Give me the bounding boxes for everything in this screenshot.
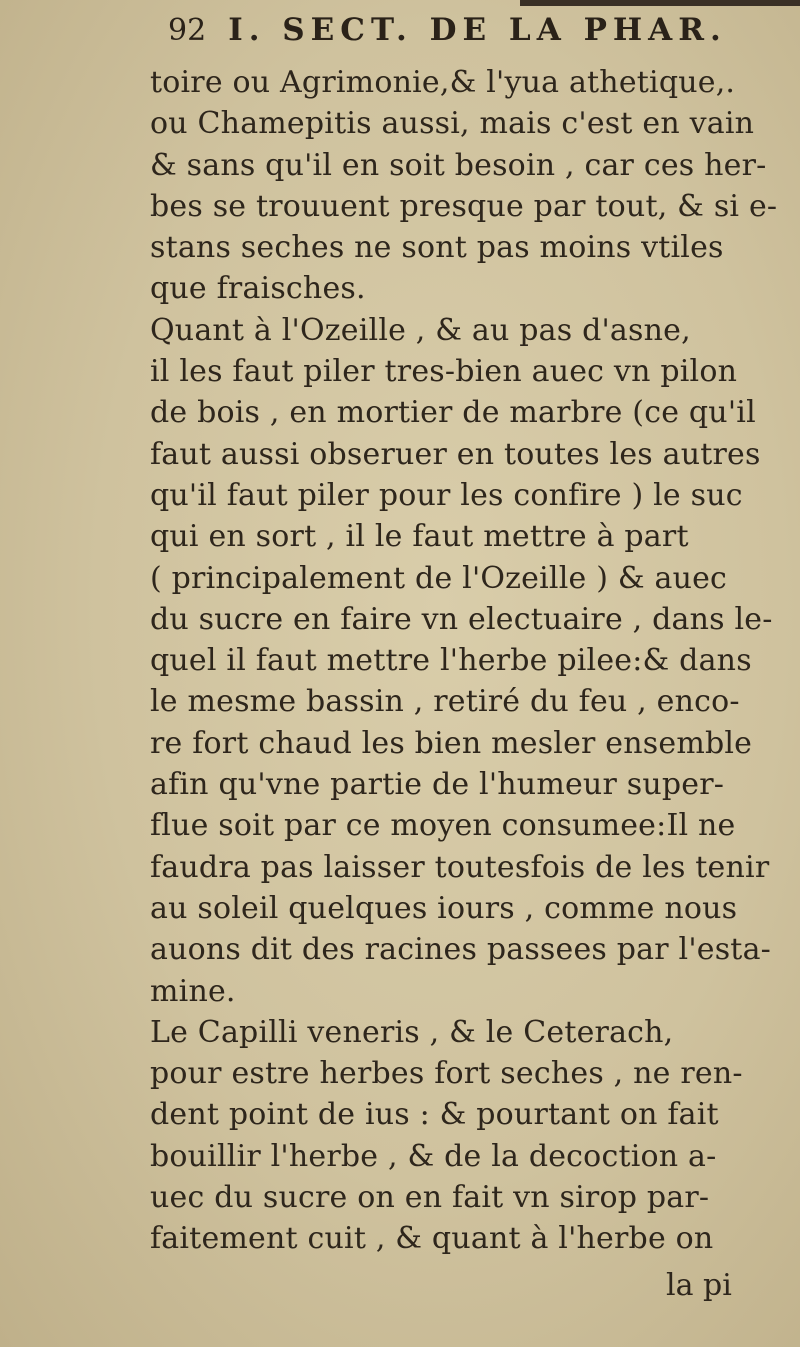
text-line: qu'il faut piler pour les confire ) le suc bbox=[150, 477, 743, 513]
catchword: la pi bbox=[666, 1268, 732, 1303]
text-line: de bois , en mortier de marbre (ce qu'il bbox=[150, 395, 756, 431]
text-line: bouillir l'herbe , & de la decoction a- bbox=[150, 1138, 717, 1174]
page-number: 92 bbox=[168, 13, 207, 48]
text-line: que fraisches. bbox=[150, 271, 366, 307]
body-text bbox=[150, 62, 790, 1260]
text-line: du sucre en faire vn electuaire , dans le- bbox=[150, 601, 773, 637]
text-line: Le Capilli veneris , & le Ceterach, bbox=[150, 1014, 674, 1050]
text-line: ( principalement de l'Ozeille ) & auec bbox=[150, 560, 728, 596]
text-line: quel il faut mettre l'herbe pilee:& dans bbox=[150, 643, 752, 679]
text-line: stans seches ne sont pas moins vtiles bbox=[150, 230, 724, 266]
text-line: uec du sucre on en fait vn sirop par- bbox=[150, 1180, 710, 1216]
text-line: pour estre herbes fort seches , ne ren- bbox=[150, 1056, 743, 1092]
text-line: Quant à l'Ozeille , & au pas d'asne, bbox=[150, 312, 691, 348]
text-line: re fort chaud les bien mesler ensemble bbox=[150, 725, 753, 761]
text-line: faitement cuit , & quant à l'herbe on bbox=[150, 1221, 714, 1257]
text-line: toire ou Agrimonie,& l'yua athetique,. bbox=[150, 65, 736, 100]
text-line: dent point de ius : & pourtant on fait bbox=[150, 1097, 719, 1133]
running-head bbox=[168, 12, 788, 56]
text-line: faut aussi obseruer en toutes les autres bbox=[150, 436, 761, 472]
text-line: mine. bbox=[150, 973, 236, 1009]
text-line: bes se trouuent presque par tout, & si e- bbox=[150, 188, 778, 224]
text-line: & sans qu'il en soit besoin , car ces her- bbox=[150, 147, 767, 183]
top-rule bbox=[520, 0, 800, 6]
running-title: I. SECT. DE LA PHAR. bbox=[228, 12, 727, 48]
text-line: auons dit des racines passees par l'esta- bbox=[150, 932, 771, 968]
text-line: au soleil quelques iours , comme nous bbox=[150, 890, 738, 926]
text-line: ou Chamepitis aussi, mais c'est en vain bbox=[150, 106, 755, 142]
text-line: afin qu'vne partie de l'humeur super- bbox=[150, 767, 725, 803]
text-line: le mesme bassin , retiré du feu , enco- bbox=[150, 684, 740, 720]
text-line: faudra pas laisser toutesfois de les tenir bbox=[150, 849, 770, 885]
text-line: flue soit par ce moyen consumee:Il ne bbox=[150, 808, 736, 844]
text-line: il les faut piler tres-bien auec vn pilon bbox=[150, 354, 738, 390]
text-line: qui en sort , il le faut mettre à part bbox=[150, 519, 689, 555]
